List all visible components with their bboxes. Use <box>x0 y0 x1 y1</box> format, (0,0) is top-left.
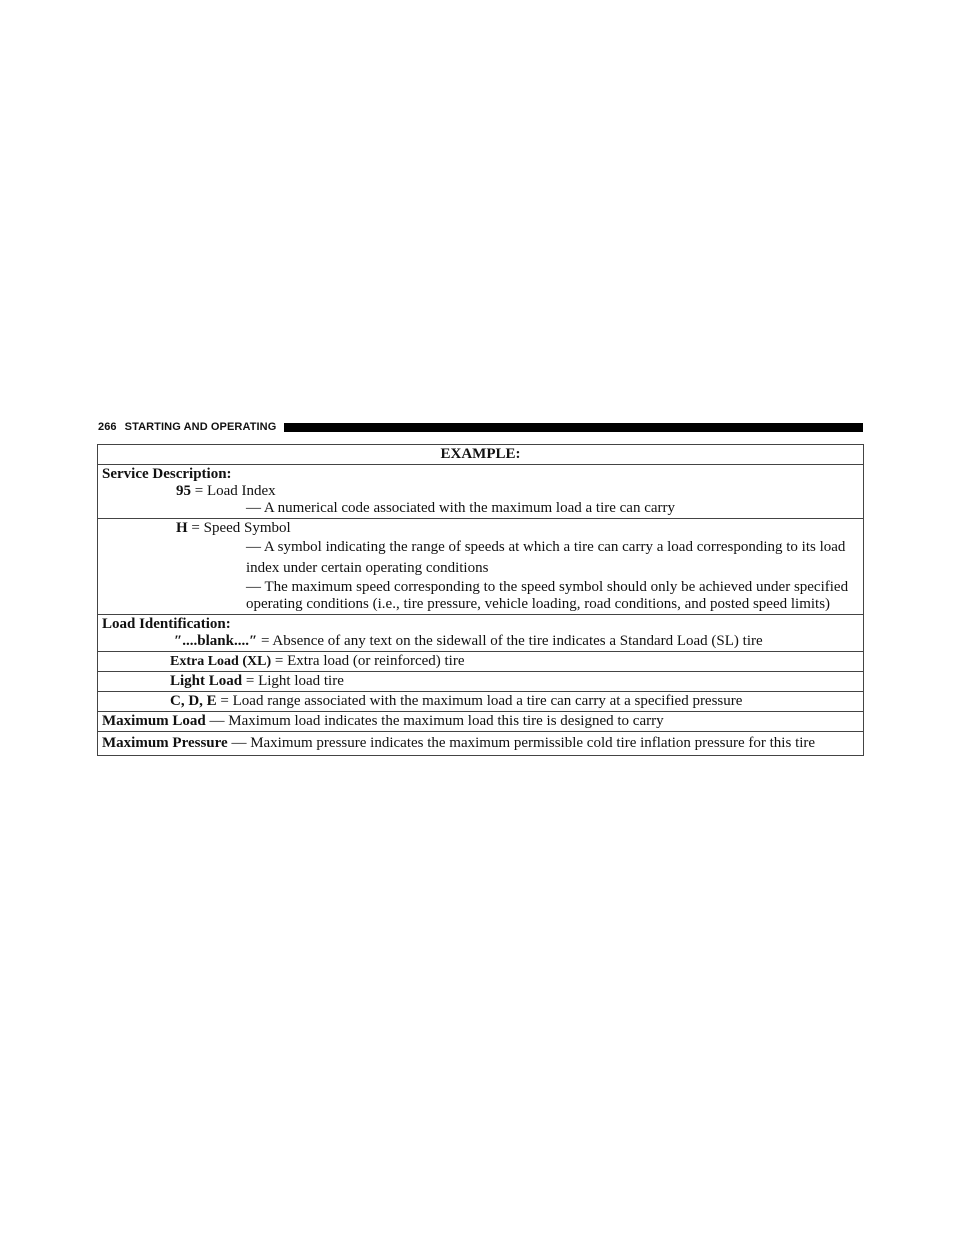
maximum-load-row <box>98 711 863 731</box>
header-rule <box>284 423 863 432</box>
table-title: EXAMPLE: <box>440 446 521 462</box>
extra-load-text: = Extra load (or reinforced) tire <box>274 653 465 669</box>
light-load-row <box>98 671 863 691</box>
speed-symbol-definition-2: — The maximum speed corresponding to the speed symbol should only be achieved under specified operating conditions (i.e., tire pressure, vehicle loading, road conditions, and posted speed limits) <box>246 579 849 612</box>
speed-symbol-definition-1: — A symbol indicating the range of speeds at which a tire can carry a load corresponding to its load index under certain operating conditions <box>246 539 846 576</box>
blank-code: ″....blank....″ <box>174 633 258 649</box>
section-title: STARTING AND OPERATING <box>124 421 277 433</box>
cde-text: = Load range associated with the maximum load a tire can carry at a specified pressure <box>220 693 743 709</box>
maximum-load-text: — Maximum load indicates the maximum load this tire is designed to carry <box>209 713 664 729</box>
service-description-section <box>98 464 863 518</box>
maximum-pressure-row <box>98 731 863 755</box>
load-index-definition: — A numerical code associated with the maximum load a tire can carry <box>246 500 676 516</box>
load-index-line <box>102 483 859 500</box>
tire-marking-table <box>97 444 864 756</box>
page-number: 266 <box>98 421 117 433</box>
load-index-text: = Load Index <box>194 483 276 499</box>
load-index-code: 95 <box>176 483 191 499</box>
extra-load-row <box>98 651 863 671</box>
speed-symbol-section <box>98 518 863 614</box>
load-identification-header <box>98 614 863 651</box>
load-identification-label: Load Identification: <box>102 616 231 632</box>
page-header <box>98 418 863 436</box>
blank-text: = Absence of any text on the sidewall of the tire indicates a Standard Load (SL) tire <box>261 633 763 649</box>
light-load-code: Light Load <box>170 673 243 689</box>
cde-code: C, D, E <box>170 693 217 709</box>
service-description-label: Service Description: <box>102 466 232 482</box>
blank-line <box>102 633 859 650</box>
maximum-pressure-text: — Maximum pressure indicates the maximum permissible cold tire inflation pressure for this tire <box>231 735 816 751</box>
speed-symbol-text: = Speed Symbol <box>191 520 291 536</box>
maximum-load-label: Maximum Load <box>102 713 206 729</box>
light-load-text: = Light load tire <box>245 673 344 689</box>
cde-row <box>98 691 863 711</box>
speed-symbol-line <box>102 520 859 537</box>
speed-symbol-code: H <box>176 520 188 536</box>
maximum-pressure-label: Maximum Pressure <box>102 735 228 751</box>
extra-load-code: Extra Load (XL) <box>170 654 272 669</box>
